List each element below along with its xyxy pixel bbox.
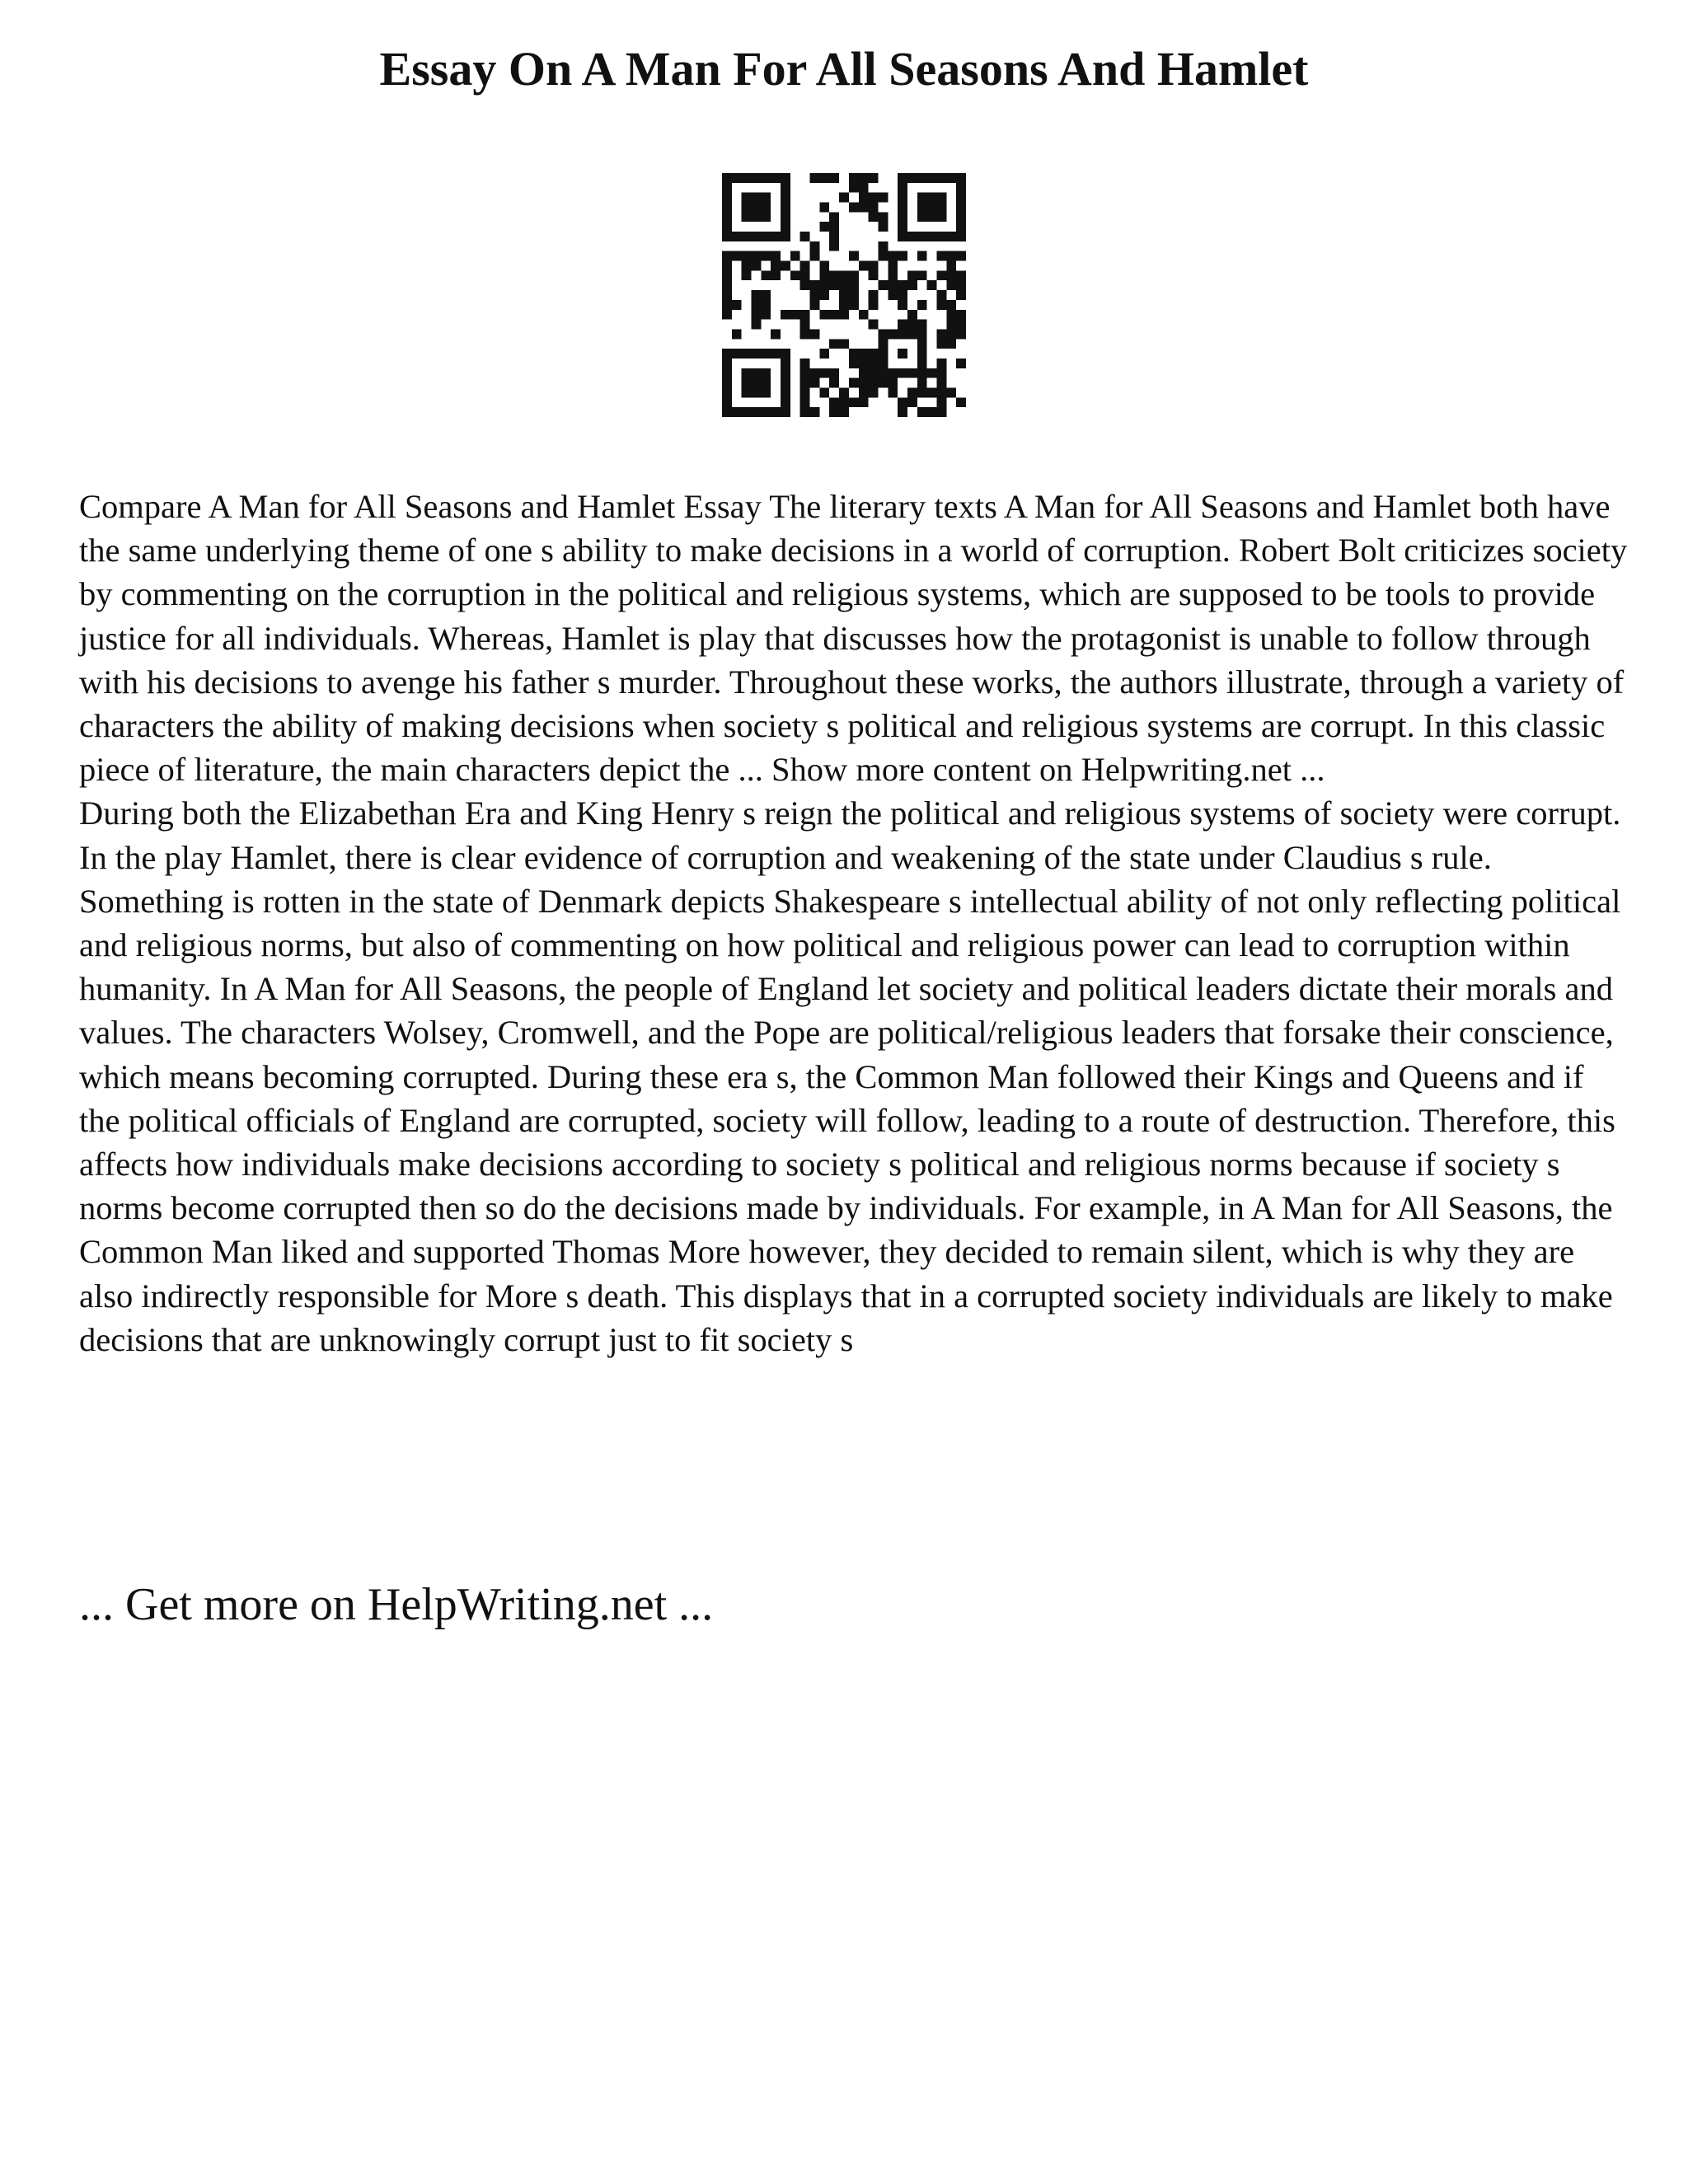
qr-code-graphic bbox=[722, 173, 966, 417]
essay-body bbox=[79, 485, 1629, 1361]
get-more-link[interactable]: ... Get more on HelpWriting.net ... bbox=[79, 1579, 714, 1630]
page-title: Essay On A Man For All Seasons And Hamlet bbox=[379, 42, 1309, 96]
qr-code-icon bbox=[722, 173, 966, 417]
essay-paragraph-1: Compare A Man for All Seasons and Hamlet Essay The literary texts A Man for All Seasons and Hamlet both have the same underlying theme of one s ability to make decisions in a world of corruption. Robert Bolt criticizes society by commenting on the corruption in the political and religious systems, which are supposed to be tools to provide justice for all individuals. Whereas, Hamlet is play that discusses how the protagonist is unable to follow through with his decisions to avenge his father s murder. Throughout these works, the authors illustrate, through a variety of characters the ability of making decisions when society s political and religious systems are corrupt. In this classic piece of literature, the main characters depict the ... Show more content on Helpwriting.net ... bbox=[79, 488, 1628, 789]
essay-paragraph-2: During both the Elizabethan Era and King Henry s reign the political and religious systems of society were corrupt. In the play Hamlet, there is clear evidence of corruption and weakening of the state under Claudius s rule. Something is rotten in the state of Denmark depicts Shakespeare s intellectual ability of not only reflecting political and religious norms, but also of commenting on how political and religious power can lead to corruption within humanity. In A Man for All Seasons, the people of England let society and political leaders dictate their morals and values. The characters Wolsey, Cromwell, and the Pope are political/religious leaders that forsake their conscience, which means becoming corrupted. During these era s, the Common Man followed their Kings and Queens and if the political officials of England are corrupted, society will follow, leading to a route of destruction. Therefore, this affects how individuals make decisions according to society s political and religious norms because if society s norms become corrupted then so do the decisions made by individuals. For example, in A Man for All Seasons, the Common Man liked and supported Thomas More however, they decided to remain silent, which is why they are also indirectly responsible for More s death. This displays that in a corrupted society individuals are likely to make decisions that are unknowingly corrupt just to fit society s bbox=[79, 794, 1621, 1358]
